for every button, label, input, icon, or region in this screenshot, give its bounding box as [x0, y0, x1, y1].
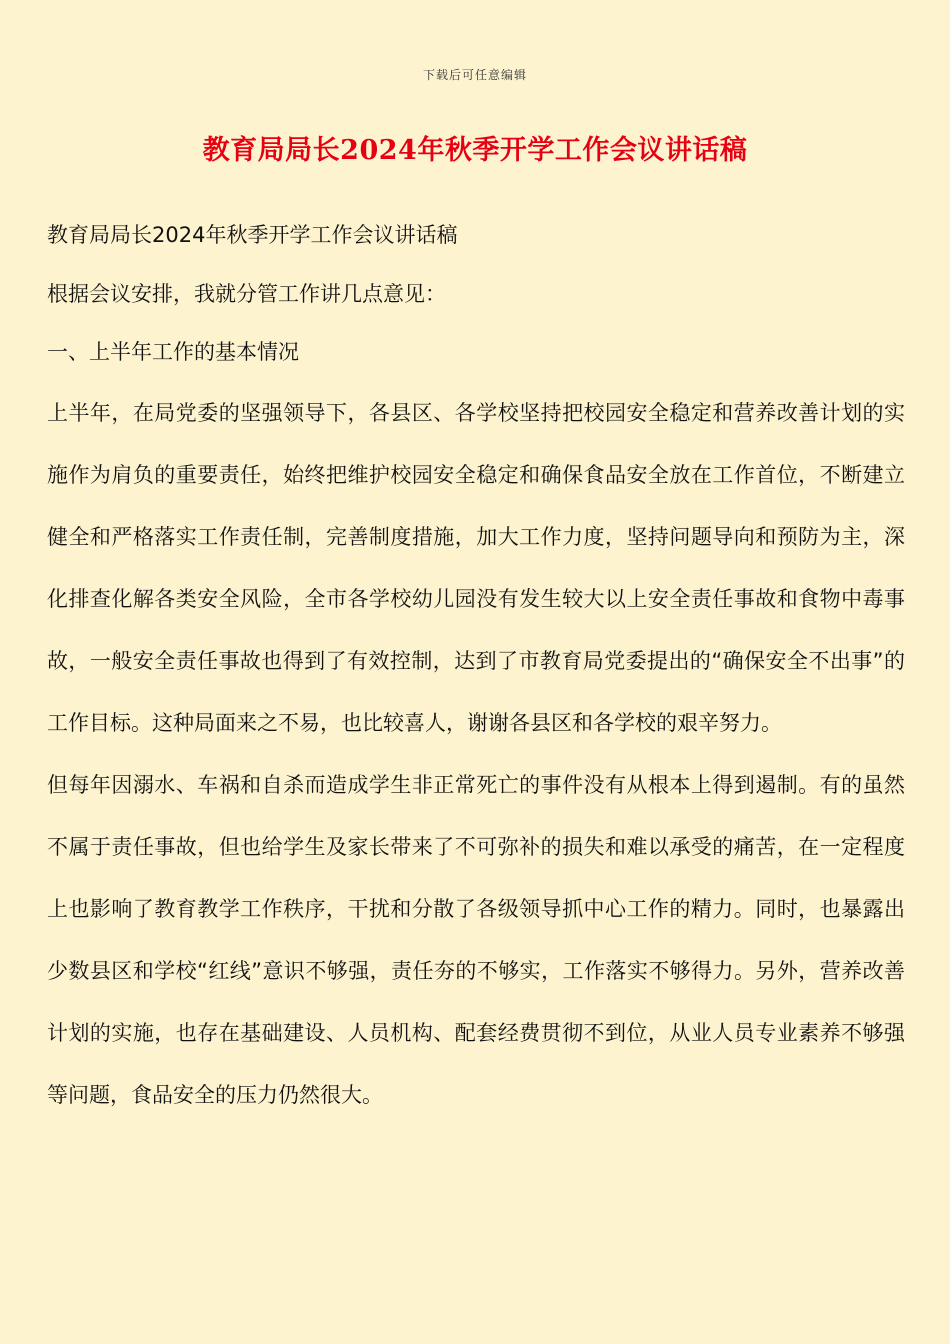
- document-title: 教育局局长2024年秋季开学工作会议讲话稿: [202, 135, 748, 166]
- section-heading: 一、上半年工作的基本情况: [47, 340, 299, 364]
- paragraph-body: 但每年因溺水、车祸和自杀而造成学生非正常死亡的事件没有从根本上得到遏制。有的虽然不属于责任事故，但也给学生及家长带来了不可弥补的损失和难以承受的痛苦，在一定程度上也影响了教育教学工作秩序，干扰和分散了各级领导抓中心工作的精力。同时，也暴露出少数县区和学校“红线”意识不够强，责任夯的不够实，工作落实不够得力。另外，营养改善计划的实施，也存在基础建设、人员机构、配套经费贯彻不到位，从业人员专业素养不够强等问题，食品安全的压力仍然很大。: [47, 772, 905, 1107]
- paragraph-intro: 根据会议安排，我就分管工作讲几点意见：: [47, 281, 446, 306]
- document-body: [47, 206, 905, 1126]
- paragraph-body: 上半年，在局党委的坚强领导下，各县区、各学校坚持把校园安全稳定和营养改善计划的实施作为肩负的重要责任，始终把维护校园安全稳定和确保食品安全放在工作首位，不断建立健全和严格落实工作责任制，完善制度措施，加大工作力度，坚持问题导向和预防为主，深化排查化解各类安全风险，全市各学校幼儿园没有发生较大以上安全责任事故和食物中毒事故，一般安全责任事故也得到了有效控制，达到了市教育局党委提出的“确保安全不出事”的工作目标。这种局面来之不易，也比较喜人，谢谢各县区和各学校的艰辛努力。: [47, 400, 905, 735]
- header-note: 下载后可任意编辑: [422, 68, 527, 82]
- paragraph-subtitle: 教育局局长2024年秋季开学工作会议讲话稿: [47, 223, 458, 247]
